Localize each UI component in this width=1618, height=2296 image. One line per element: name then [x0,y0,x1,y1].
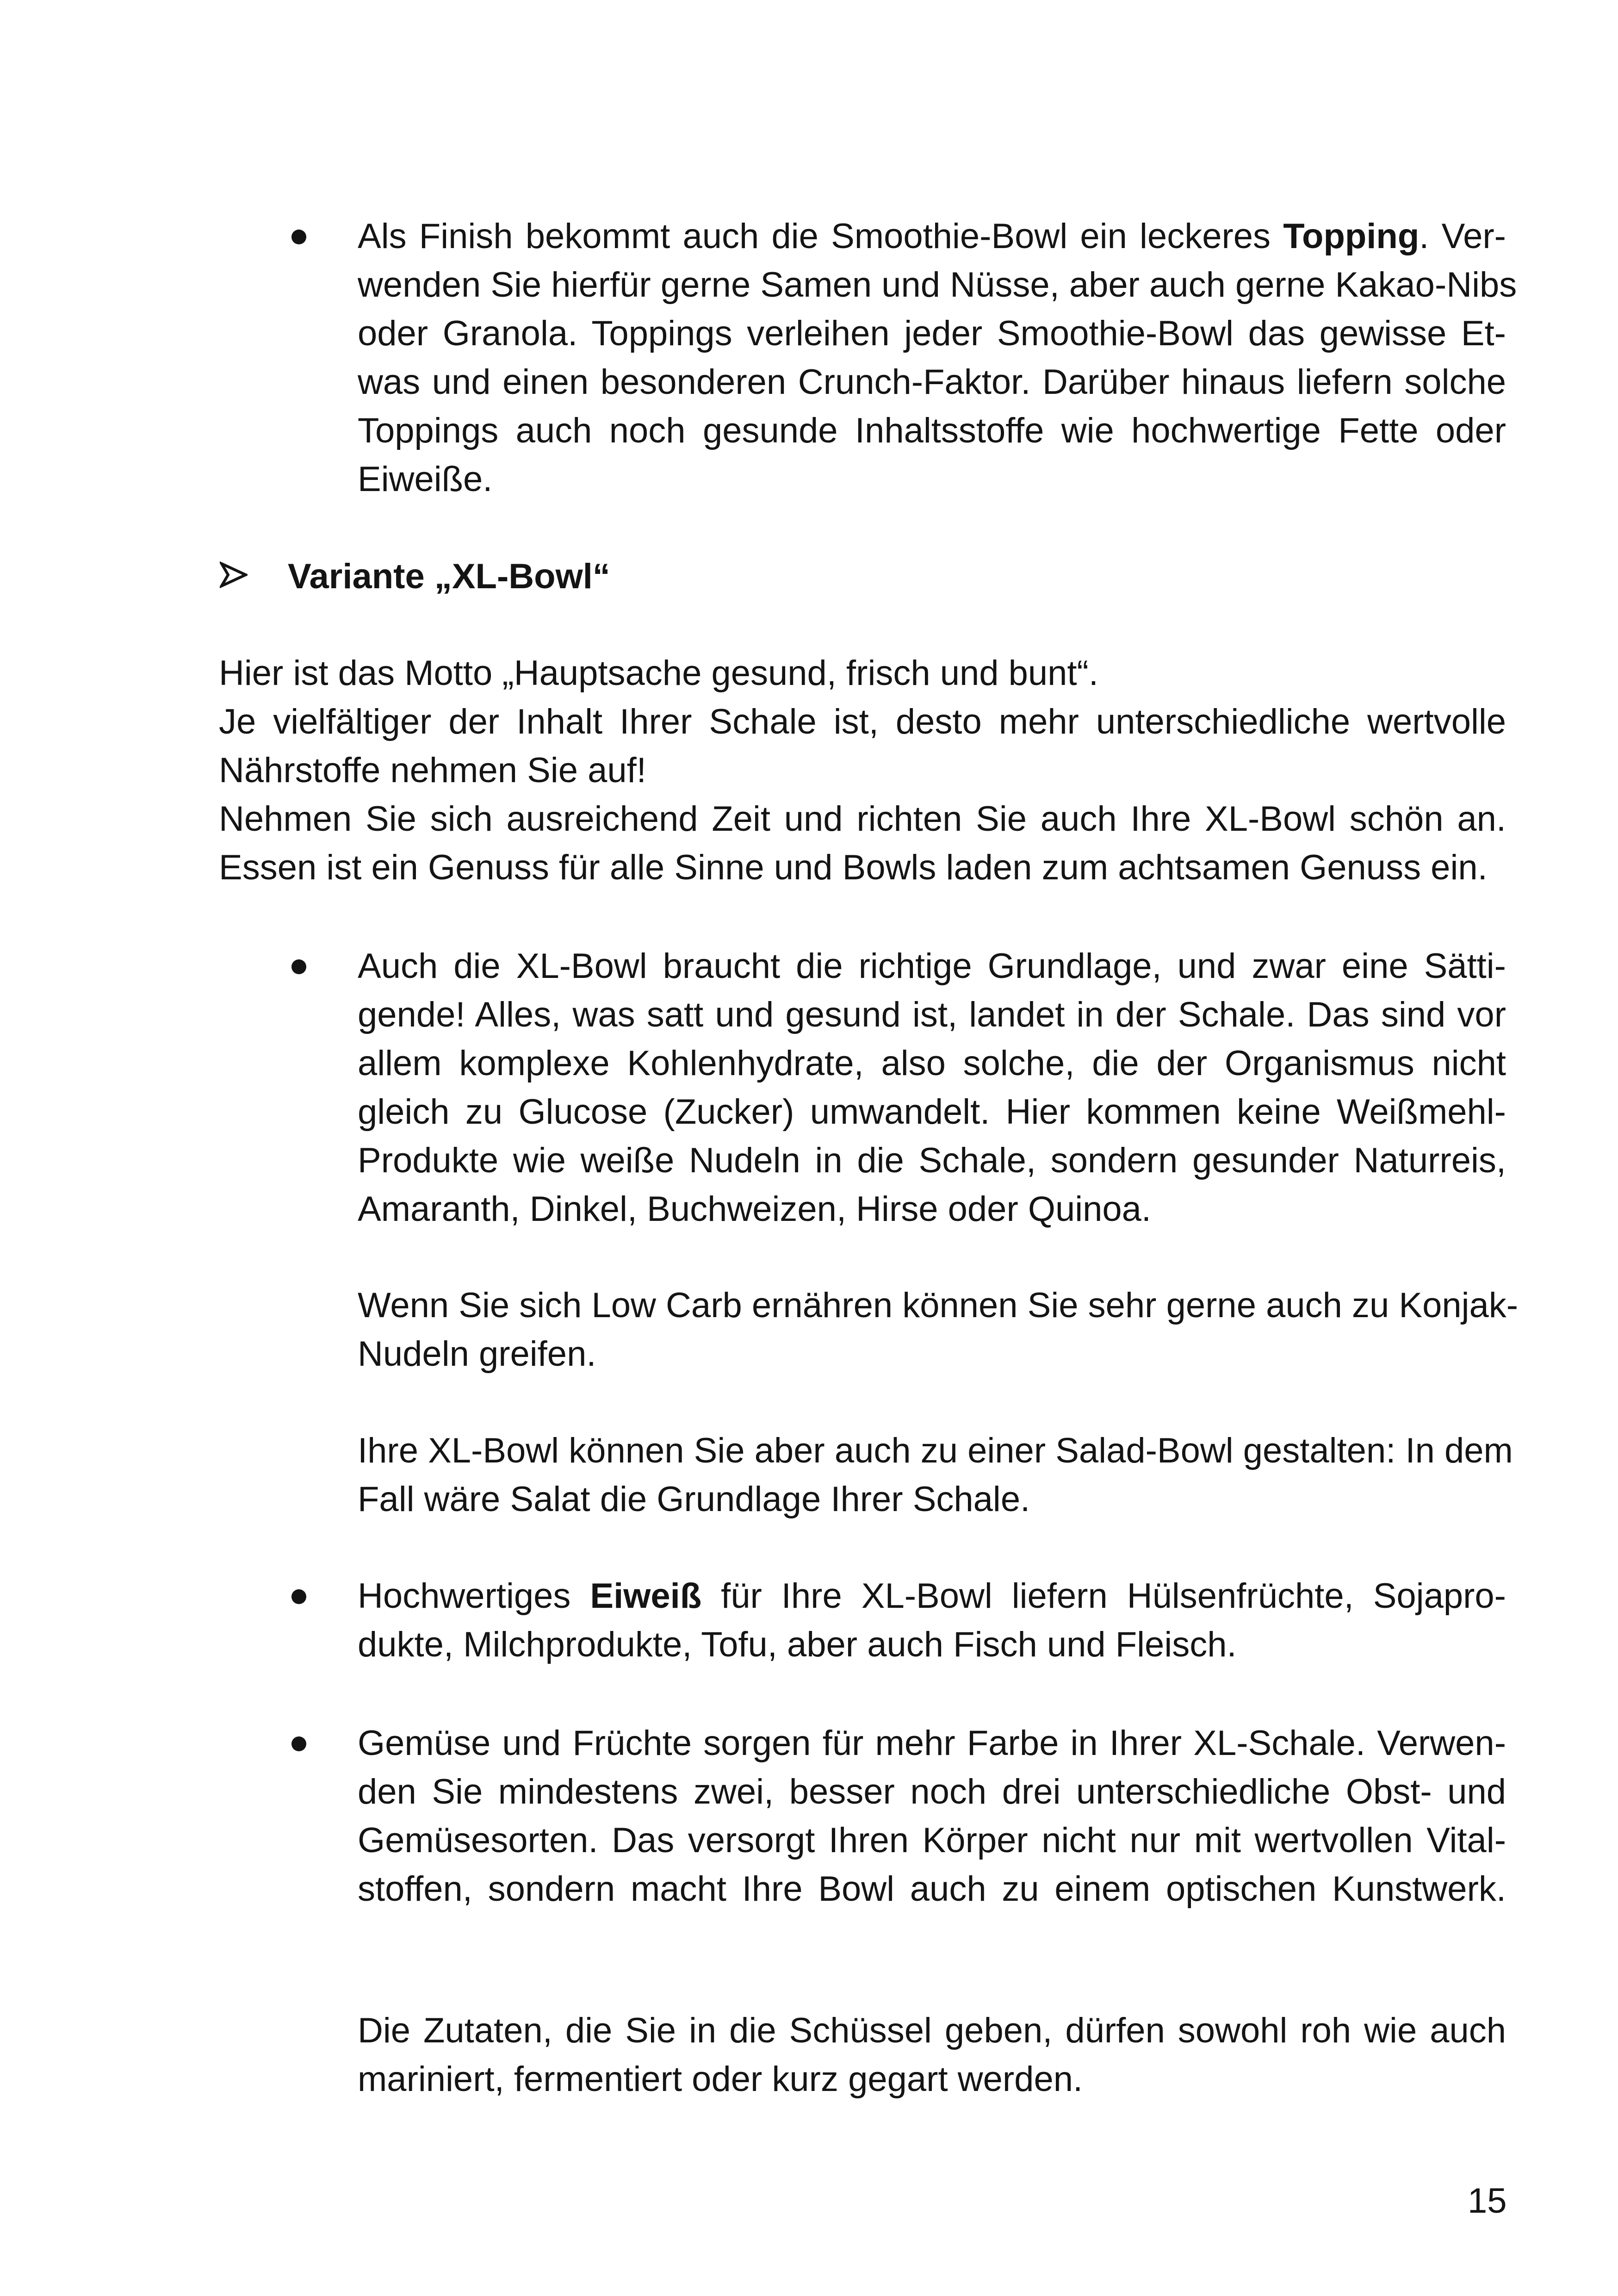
topping-bold: Topping [1283,217,1420,256]
bullet-dot [291,1736,306,1751]
bullet4-line-3: Gemüsesorten. Das versorgt Ihren Körper nicht nur mit wertvollen Vital- [358,1821,1506,1860]
page-number: 15 [1468,2181,1507,2221]
bullet2-line-2: gende! Alles, was satt und gesund ist, landet in der Schale. Das sind vor [358,995,1506,1034]
bullet2-line-3: allem komplexe Kohlenhydrate, also solche, die der Organismus nicht [358,1044,1506,1083]
arrow-marker-icon [220,561,248,589]
bullet-dot [291,230,306,244]
bullet1-line-5: Toppings auch noch gesunde Inhaltsstoffe wie hochwertige Fette oder [358,411,1506,450]
bullet2-para2-line-2: Nudeln greifen. [358,1334,596,1374]
bullet2-para2-line-1: Wenn Sie sich Low Carb ernähren können Sie sehr gerne auch zu Konjak- [358,1286,1519,1325]
intro-line-2: Je vielfältiger der Inhalt Ihrer Schale ist, desto mehr unterschiedliche wertvolle [219,702,1506,741]
bullet1-line-3: oder Granola. Toppings verleihen jeder Smoothie-Bowl das gewisse Et- [358,314,1506,353]
bullet2-line-1: Auch die XL-Bowl braucht die richtige Grundlage, und zwar eine Sätti- [358,946,1506,986]
bullet1-line-6: Eiweiße. [358,460,493,499]
bullet-dot [291,959,306,974]
eiweiss-bold: Eiweiß [590,1576,702,1616]
bullet1-line-4: was und einen besonderen Crunch-Faktor. Darüber hinaus liefern solche [358,362,1506,402]
bullet3-line-2: dukte, Milchprodukte, Tofu, aber auch Fisch und Fleisch. [358,1625,1237,1664]
bullet2-line-4: gleich zu Glucose (Zucker) umwandelt. Hier kommen keine Weißmehl- [358,1092,1506,1132]
section-heading: Variante „XL-Bowl“ [288,557,610,596]
bullet4-line-1: Gemüse und Früchte sorgen für mehr Farbe in Ihrer XL-Schale. Verwen- [358,1724,1506,1763]
bullet4-para2-line-1: Die Zutaten, die Sie in die Schüssel geben, dürfen sowohl roh wie auch [358,2011,1506,2050]
bullet2-para3-line-2: Fall wäre Salat die Grundlage Ihrer Schale. [358,1480,1030,1519]
bullet2-para3-line-1: Ihre XL-Bowl können Sie aber auch zu einer Salad-Bowl gestalten: In dem [358,1431,1513,1470]
intro-line-4: Nehmen Sie sich ausreichend Zeit und richten Sie auch Ihre XL-Bowl schön an. [219,799,1506,839]
bullet4-para2-line-2: mariniert, fermentiert oder kurz gegart werden. [358,2060,1083,2099]
bullet1-line-1: Als Finish bekommt auch die Smoothie-Bowl ein leckeres Topping. Ver- [358,217,1506,256]
intro-line-3: Nährstoffe nehmen Sie auf! [219,751,646,790]
bullet3-line-1: Hochwertiges Eiweiß für Ihre XL-Bowl liefern Hülsenfrüchte, Sojapro- [358,1576,1506,1616]
bullet4-line-4: stoffen, sondern macht Ihre Bowl auch zu einem optischen Kunstwerk. [358,1869,1506,1909]
bullet-dot [291,1589,306,1604]
bullet4-line-2: den Sie mindestens zwei, besser noch drei unterschiedliche Obst- und [358,1772,1506,1811]
bullet2-line-5: Produkte wie weiße Nudeln in die Schale, sondern gesunder Naturreis, [358,1141,1506,1180]
bullet1-line-2: wenden Sie hierfür gerne Samen und Nüsse, aber auch gerne Kakao-Nibs [358,265,1517,305]
intro-line-1: Hier ist das Motto „Hauptsache gesund, frisch und bunt“. [219,653,1098,693]
bullet2-line-6: Amaranth, Dinkel, Buchweizen, Hirse oder Quinoa. [358,1189,1152,1229]
intro-line-5: Essen ist ein Genuss für alle Sinne und Bowls laden zum achtsamen Genuss ein. [219,848,1488,887]
